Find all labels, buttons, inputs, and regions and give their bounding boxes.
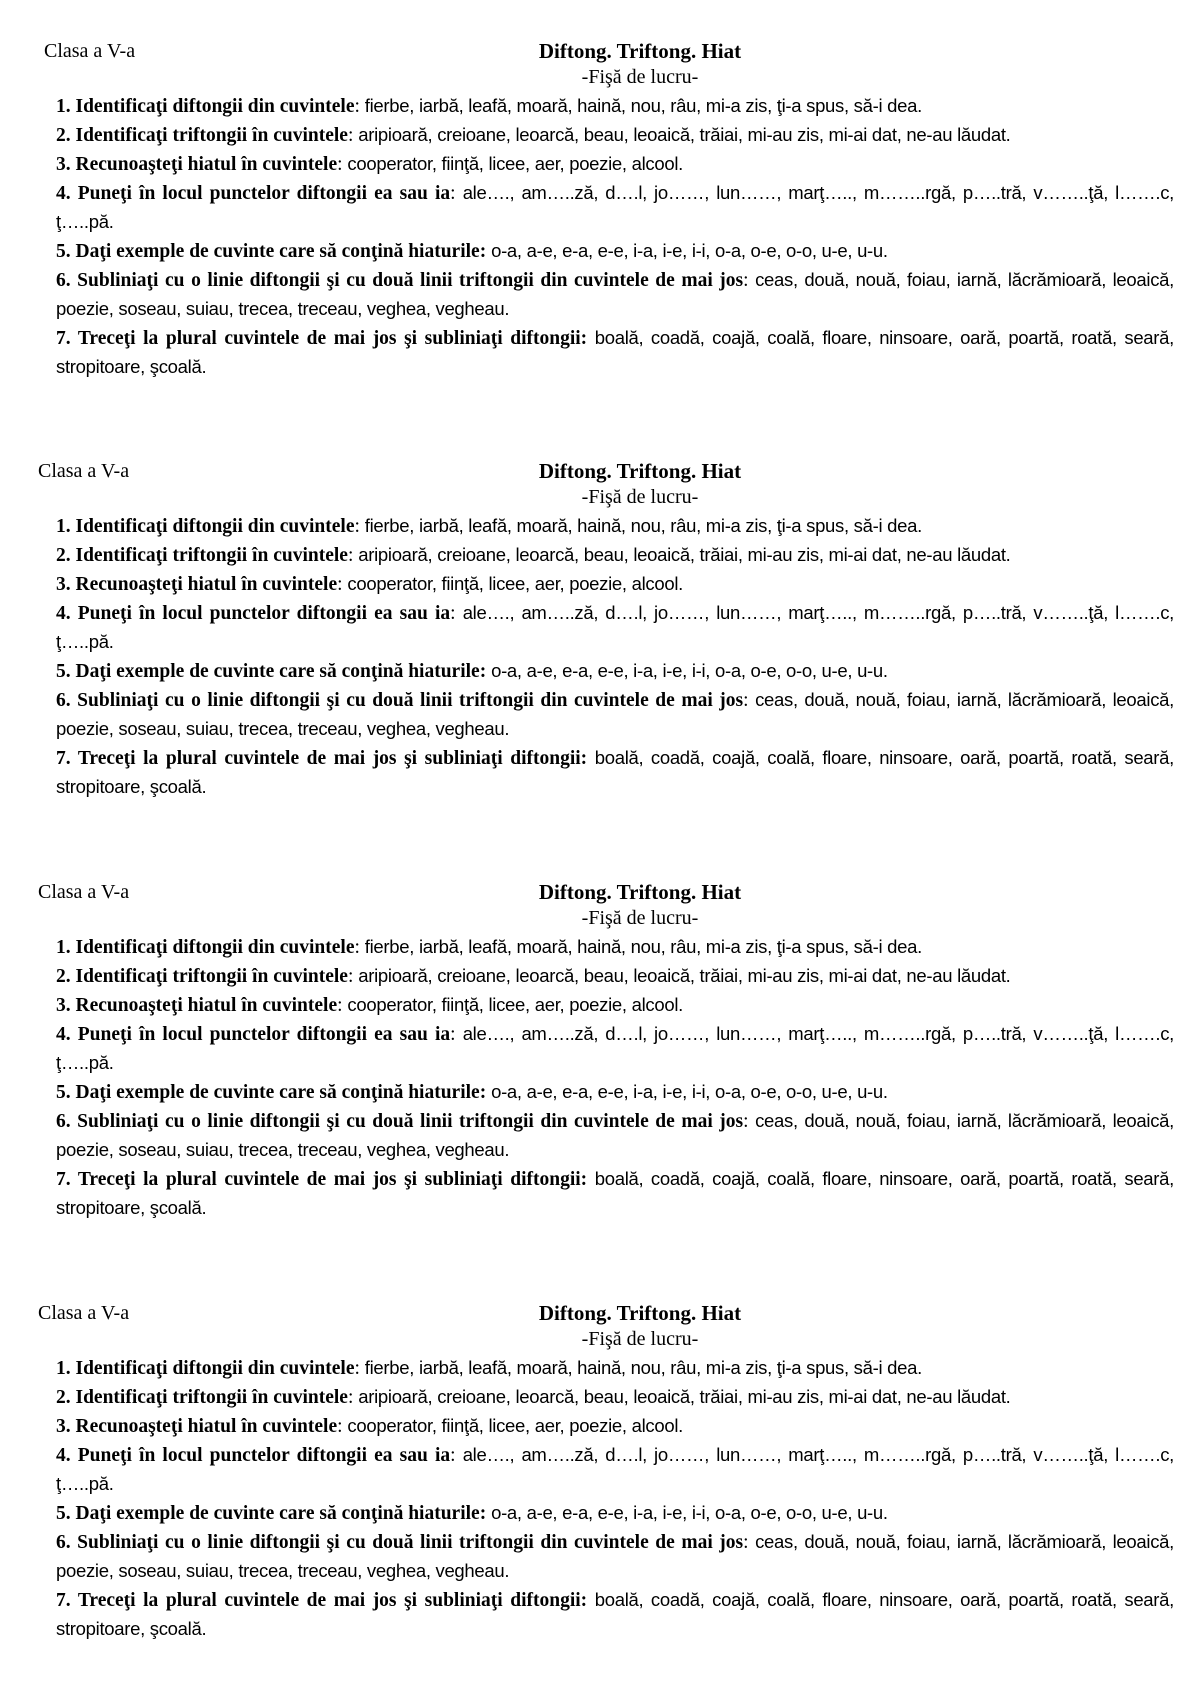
exercise-list: [56, 92, 1174, 382]
exercise-separator: :: [450, 603, 463, 624]
exercise-separator: :: [743, 1111, 756, 1132]
exercise-item: [56, 1586, 1174, 1644]
exercise-item: [56, 150, 1174, 179]
exercise-instruction: 1. Identificaţi diftongii din cuvintele: [56, 516, 355, 537]
exercise-words: o-a, a-e, e-a, e-e, i-a, i-e, i-i, o-a, o-e, o-o, u-e, u-u.: [491, 1502, 888, 1523]
exercise-separator: :: [337, 154, 348, 175]
exercise-item: [56, 1165, 1174, 1223]
exercise-item: [56, 599, 1174, 657]
exercise-instruction: 6. Subliniaţi cu o linie diftongii şi cu două linii triftongii din cuvintele de mai jos: [56, 1532, 744, 1553]
worksheet-subtitle: -Fişă de lucru-: [581, 907, 699, 929]
exercise-words: o-a, a-e, e-a, e-e, i-a, i-e, i-i, o-a, o-e, o-o, u-e, u-u.: [491, 1081, 888, 1102]
exercise-separator: :: [743, 690, 756, 711]
worksheet-copy: [0, 879, 1200, 1279]
exercise-instruction: 2. Identificaţi triftongii în cuvintele: [56, 966, 348, 987]
exercise-item: [56, 933, 1174, 962]
exercise-item: [56, 512, 1174, 541]
exercise-instruction: 2. Identificaţi triftongii în cuvintele: [56, 1387, 348, 1408]
exercise-separator: :: [450, 1024, 463, 1045]
exercise-instruction: 1. Identificaţi diftongii din cuvintele: [56, 96, 355, 117]
exercise-instruction: 3. Recunoaşteţi hiatul în cuvintele: [56, 995, 338, 1016]
exercise-instruction: 7. Treceţi la plural cuvintele de mai jos şi subliniaţi diftongii:: [56, 748, 588, 769]
exercise-words: boală, coadă, coajă, coală, floare, ninsoare, oară, poartă, roată, seară, stropitoare, şcoală.: [56, 1589, 1174, 1639]
exercise-separator: :: [347, 545, 359, 566]
exercise-separator: [587, 1590, 595, 1611]
exercise-words: cooperator, fiinţă, licee, aer, poezie, alcool.: [347, 153, 683, 174]
worksheet-title: Diftong. Triftong. Hiat: [538, 1301, 742, 1325]
exercise-separator: :: [354, 96, 365, 117]
exercise-words: fierbe, iarbă, leafă, moară, haină, nou, râu, mi-a zis, ţi-a spus, să-i dea.: [364, 95, 922, 116]
class-label: Clasa a V-a: [38, 881, 130, 903]
class-label: Clasa a V-a: [38, 460, 130, 482]
exercise-item: [56, 1078, 1174, 1107]
exercise-item: [56, 179, 1174, 237]
exercise-separator: :: [337, 1416, 348, 1437]
worksheet-title: Diftong. Triftong. Hiat: [538, 880, 742, 904]
exercise-words: fierbe, iarbă, leafă, moară, haină, nou, râu, mi-a zis, ţi-a spus, să-i dea.: [364, 515, 922, 536]
exercise-separator: [587, 1169, 595, 1190]
exercise-item: [56, 237, 1174, 266]
worksheet-copy: [0, 458, 1200, 858]
exercise-instruction: 7. Treceţi la plural cuvintele de mai jos şi subliniaţi diftongii:: [56, 1169, 588, 1190]
exercise-instruction: 4. Puneţi în locul punctelor diftongii ea sau ia: [56, 603, 451, 624]
exercise-words: o-a, a-e, e-a, e-e, i-a, i-e, i-i, o-a, o-e, o-o, u-e, u-u.: [491, 660, 888, 681]
exercise-instruction: 5. Daţi exemple de cuvinte care să conţină hiaturile:: [56, 1082, 487, 1103]
exercise-item: [56, 324, 1174, 382]
worksheet-title: Diftong. Triftong. Hiat: [538, 459, 742, 483]
worksheet-header: [0, 1300, 1200, 1326]
exercise-item: [56, 1528, 1174, 1586]
exercise-instruction: 6. Subliniaţi cu o linie diftongii şi cu două linii triftongii din cuvintele de mai jos: [56, 270, 744, 291]
worksheet-title: Diftong. Triftong. Hiat: [538, 39, 742, 63]
exercise-instruction: 3. Recunoaşteţi hiatul în cuvintele: [56, 1416, 338, 1437]
exercise-words: ceas, două, nouă, foiau, iarnă, lăcrămioară, leoaică, poezie, soseau, suiau, trecea, treceau, veghea, vegheau.: [56, 1531, 1174, 1581]
exercise-words: cooperator, fiinţă, licee, aer, poezie, alcool.: [347, 1415, 683, 1436]
exercise-item: [56, 686, 1174, 744]
exercise-instruction: 4. Puneţi în locul punctelor diftongii ea sau ia: [56, 1024, 451, 1045]
exercise-instruction: 4. Puneţi în locul punctelor diftongii ea sau ia: [56, 1445, 451, 1466]
exercise-item: [56, 991, 1174, 1020]
exercise-list: [56, 512, 1174, 802]
exercise-instruction: 4. Puneţi în locul punctelor diftongii ea sau ia: [56, 183, 451, 204]
exercise-item: [56, 570, 1174, 599]
exercise-list: [56, 1354, 1174, 1644]
exercise-instruction: 7. Treceţi la plural cuvintele de mai jos şi subliniaţi diftongii:: [56, 1590, 588, 1611]
exercise-words: cooperator, fiinţă, licee, aer, poezie, alcool.: [347, 994, 683, 1015]
class-label: Clasa a V-a: [44, 40, 136, 62]
worksheet-header: [0, 38, 1200, 64]
exercise-instruction: 6. Subliniaţi cu o linie diftongii şi cu două linii triftongii din cuvintele de mai jos: [56, 1111, 744, 1132]
exercise-instruction: 2. Identificaţi triftongii în cuvintele: [56, 545, 348, 566]
exercise-words: aripioară, creioane, leoarcă, beau, leoaică, trăiai, mi-au zis, mi-ai dat, ne-au lăudat.: [358, 1386, 1011, 1407]
worksheet-subtitle: -Fişă de lucru-: [581, 66, 699, 88]
exercise-item: [56, 266, 1174, 324]
exercise-words: fierbe, iarbă, leafă, moară, haină, nou, râu, mi-a zis, ţi-a spus, să-i dea.: [364, 1357, 922, 1378]
exercise-instruction: 7. Treceţi la plural cuvintele de mai jos şi subliniaţi diftongii:: [56, 328, 588, 349]
exercise-item: [56, 657, 1174, 686]
worksheet-header: [0, 879, 1200, 905]
exercise-separator: [587, 748, 595, 769]
exercise-words: cooperator, fiinţă, licee, aer, poezie, alcool.: [347, 573, 683, 594]
exercise-separator: :: [450, 1445, 463, 1466]
exercise-item: [56, 1354, 1174, 1383]
exercise-instruction: 5. Daţi exemple de cuvinte care să conţină hiaturile:: [56, 241, 487, 262]
exercise-separator: :: [337, 995, 348, 1016]
exercise-separator: :: [450, 183, 463, 204]
exercise-words: boală, coadă, coajă, coală, floare, ninsoare, oară, poartă, roată, seară, stropitoare, şcoală.: [56, 1168, 1174, 1218]
exercise-item: [56, 1107, 1174, 1165]
worksheet-subtitle: -Fişă de lucru-: [581, 486, 699, 508]
exercise-separator: :: [743, 270, 756, 291]
worksheet-copy: [0, 1300, 1200, 1700]
exercise-item: [56, 121, 1174, 150]
exercise-instruction: 3. Recunoaşteţi hiatul în cuvintele: [56, 574, 338, 595]
exercise-words: ale…., am…..ză, d….l, jo……, lun……, marţ….., m……..rgă, p…..tră, v……..ţă, l…….c, ţ…..pă.: [56, 1023, 1174, 1073]
exercise-words: ceas, două, nouă, foiau, iarnă, lăcrămioară, leoaică, poezie, soseau, suiau, trecea, treceau, veghea, vegheau.: [56, 269, 1174, 319]
exercise-words: boală, coadă, coajă, coală, floare, ninsoare, oară, poartă, roată, seară, stropitoare, şcoală.: [56, 327, 1174, 377]
exercise-item: [56, 1383, 1174, 1412]
exercise-instruction: 1. Identificaţi diftongii din cuvintele: [56, 1358, 355, 1379]
exercise-separator: :: [354, 937, 365, 958]
exercise-item: [56, 1020, 1174, 1078]
exercise-separator: :: [337, 574, 348, 595]
exercise-item: [56, 1499, 1174, 1528]
exercise-words: aripioară, creioane, leoarcă, beau, leoaică, trăiai, mi-au zis, mi-ai dat, ne-au lăudat.: [358, 544, 1011, 565]
exercise-separator: :: [347, 125, 359, 146]
exercise-item: [56, 1441, 1174, 1499]
exercise-instruction: 2. Identificaţi triftongii în cuvintele: [56, 125, 348, 146]
exercise-instruction: 5. Daţi exemple de cuvinte care să conţină hiaturile:: [56, 1503, 487, 1524]
exercise-item: [56, 541, 1174, 570]
exercise-separator: :: [743, 1532, 756, 1553]
exercise-item: [56, 744, 1174, 802]
exercise-words: ceas, două, nouă, foiau, iarnă, lăcrămioară, leoaică, poezie, soseau, suiau, trecea, treceau, veghea, vegheau.: [56, 1110, 1174, 1160]
worksheet-subtitle: -Fişă de lucru-: [581, 1328, 699, 1350]
exercise-words: ceas, două, nouă, foiau, iarnă, lăcrămioară, leoaică, poezie, soseau, suiau, trecea, treceau, veghea, vegheau.: [56, 689, 1174, 739]
exercise-item: [56, 1412, 1174, 1441]
exercise-item: [56, 962, 1174, 991]
class-label: Clasa a V-a: [38, 1302, 130, 1324]
exercise-item: [56, 92, 1174, 121]
exercise-words: aripioară, creioane, leoarcă, beau, leoaică, trăiai, mi-au zis, mi-ai dat, ne-au lăudat.: [358, 124, 1011, 145]
worksheet-copy: [0, 38, 1200, 438]
exercise-words: fierbe, iarbă, leafă, moară, haină, nou, râu, mi-a zis, ţi-a spus, să-i dea.: [364, 936, 922, 957]
worksheet-header: [0, 458, 1200, 484]
exercise-instruction: 3. Recunoaşteţi hiatul în cuvintele: [56, 154, 338, 175]
exercise-separator: :: [347, 966, 359, 987]
exercise-separator: [587, 328, 595, 349]
exercise-words: ale…., am…..ză, d….l, jo……, lun……, marţ….., m……..rgă, p…..tră, v……..ţă, l…….c, ţ…..pă.: [56, 182, 1174, 232]
exercise-words: ale…., am…..ză, d….l, jo……, lun……, marţ….., m……..rgă, p…..tră, v……..ţă, l…….c, ţ…..pă.: [56, 602, 1174, 652]
exercise-instruction: 5. Daţi exemple de cuvinte care să conţină hiaturile:: [56, 661, 487, 682]
exercise-separator: :: [354, 516, 365, 537]
exercise-list: [56, 933, 1174, 1223]
exercise-instruction: 6. Subliniaţi cu o linie diftongii şi cu două linii triftongii din cuvintele de mai jos: [56, 690, 744, 711]
exercise-words: o-a, a-e, e-a, e-e, i-a, i-e, i-i, o-a, o-e, o-o, u-e, u-u.: [491, 240, 888, 261]
exercise-words: ale…., am…..ză, d….l, jo……, lun……, marţ….., m……..rgă, p…..tră, v……..ţă, l…….c, ţ…..pă.: [56, 1444, 1174, 1494]
exercise-separator: :: [347, 1387, 359, 1408]
exercise-words: boală, coadă, coajă, coală, floare, ninsoare, oară, poartă, roată, seară, stropitoare, şcoală.: [56, 747, 1174, 797]
exercise-instruction: 1. Identificaţi diftongii din cuvintele: [56, 937, 355, 958]
exercise-words: aripioară, creioane, leoarcă, beau, leoaică, trăiai, mi-au zis, mi-ai dat, ne-au lăudat.: [358, 965, 1011, 986]
exercise-separator: :: [354, 1358, 365, 1379]
